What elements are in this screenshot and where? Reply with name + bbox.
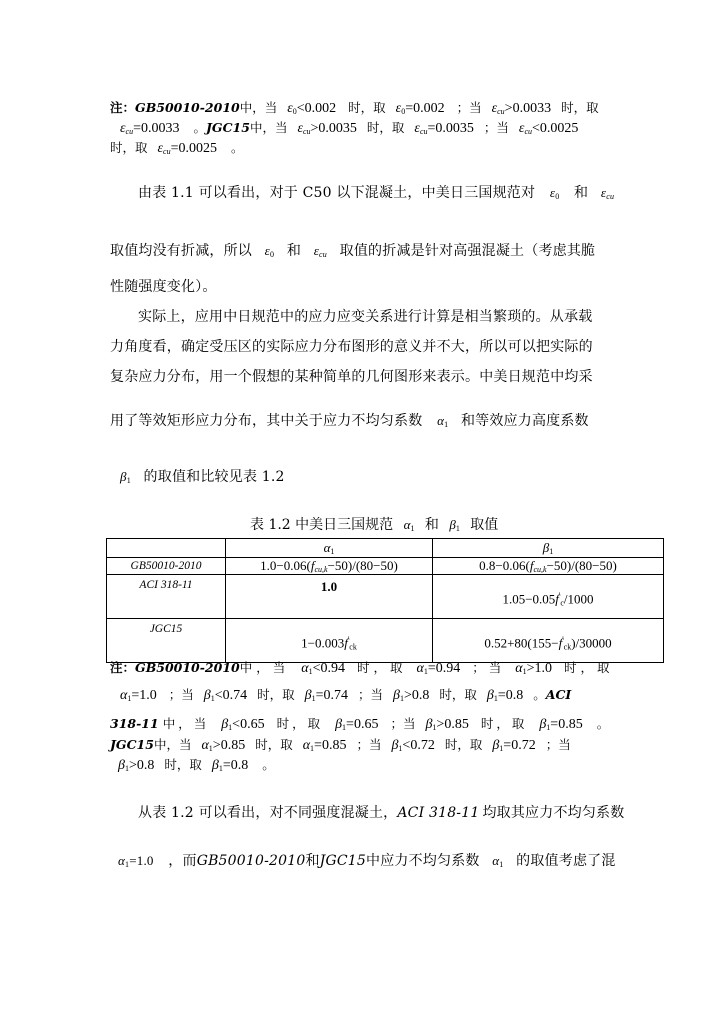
row-code: ACI 318-11: [107, 575, 226, 619]
row-code: JGC15: [107, 619, 226, 663]
para1-line2: 取值均没有折减，所以 $\varepsilon_0$ 和 $\varepsilon_{cu}$ 取值的折减是针对高强混凝土（考虑其脆: [110, 243, 596, 259]
comparison-table: [106, 538, 664, 663]
row-alpha-formula: 1.0: [226, 575, 433, 619]
para2-line5: $\beta_1$ 的取值和比较见表 1.2: [120, 469, 285, 485]
note1-line2: $\varepsilon_{cu}=0.0033$ 。JGC15中，当 $\varepsilon_{cu}>0.0035$ 时，取 $\varepsilon_{cu}=0.0035$ ；当 $\varepsilon_{cu}<0.0025$: [120, 120, 579, 136]
header-beta1: $\beta_1$: [433, 539, 664, 558]
note2-line5: $\beta_1>0.8$ 时，取 $\beta_1=0.8$ 。: [118, 757, 275, 773]
note1-line1: 注：GB50010-2010中，当 $\varepsilon_0<0.002$ 时，取 $\varepsilon_0=0.002$ ；当 $\varepsilon_{cu}>0.0033$ 时，取: [110, 100, 599, 116]
para1-line1: 由表 1.1 可以看出，对于 C50 以下混凝土，中美日三国规范对 $\varepsilon_0$ 和 $\varepsilon_{cu}$: [138, 185, 615, 201]
note1-line3: 时，取 $\varepsilon_{cu}=0.0025$ 。: [110, 140, 244, 156]
note2-line2: $\alpha_1=1.0$ ；当 $\beta_1<0.74$ 时，取 $\beta_1=0.74$ ；当 $\beta_1>0.8$ 时，取 $\beta_1=0.8$ 。ACI: [120, 687, 572, 703]
table-row: [107, 575, 664, 619]
header-alpha1: $\alpha_1$: [226, 539, 433, 558]
table-row: [107, 558, 664, 575]
row-beta-formula: $0.8-0.06(f_{cu,k}-50)/(80-50)$: [433, 558, 664, 575]
table-header-row: [107, 539, 664, 558]
para1-line3: 性随强度变化）。: [110, 279, 217, 295]
para3-line1: 从表 1.2 可以看出，对不同强度混凝土，ACI 318-11 均取其应力不均匀系数: [138, 805, 625, 821]
row-alpha-formula: $1.0-0.06(f_{cu,k}-50)/(80-50)$: [226, 558, 433, 575]
note2-line3: 318-11 中，当 $\beta_1<0.65$ 时，取 $\beta_1=0.65$ ；当 $\beta_1>0.85$ 时，取 $\beta_1=0.85$ 。: [110, 716, 610, 732]
table-caption: 表 1.2 中美日三国规范 $\alpha_1$ 和 $\beta_1$ 取值: [250, 517, 499, 533]
para3-line2: $\alpha_1=1.0$ ，而GB50010-2010和JGC15中应力不均匀系数 $\alpha_1$ 的取值考虑了混: [118, 853, 616, 869]
header-empty: [107, 539, 226, 558]
row-beta-formula: $0.52+80(155-f'_{ck})/30000$: [433, 619, 664, 663]
table-row: [107, 619, 664, 663]
note2-line1: 注：GB50010-2010中，当 $\alpha_1<0.94$ 时，取 $\alpha_1=0.94$ ；当 $\alpha_1>1.0$ 时，取: [110, 660, 614, 676]
para2-line4: 用了等效矩形应力分布，其中关于应力不均匀系数 $\alpha_1$ 和等效应力高度系数: [110, 413, 589, 429]
row-alpha-formula: $1-0.003f'_{ck}$: [226, 619, 433, 663]
row-beta-formula: $1.05-0.05f'_c/1000$: [433, 575, 664, 619]
para2-line2: 力角度看，确定受压区的实际应力分布图形的意义并不大，所以可以把实际的: [110, 339, 593, 355]
note2-line4: JGC15中，当 $\alpha_1>0.85$ 时，取 $\alpha_1=0.85$ ；当 $\beta_1<0.72$ 时，取 $\beta_1=0.72$ ；当: [110, 737, 571, 753]
para2-line1: 实际上，应用中日规范中的应力应变关系进行计算是相当繁琐的。从承载: [138, 309, 593, 325]
para2-line3: 复杂应力分布，用一个假想的某种简单的几何图形来表示。中美日规范中均采: [110, 369, 593, 385]
row-code: GB50010-2010: [107, 558, 226, 575]
